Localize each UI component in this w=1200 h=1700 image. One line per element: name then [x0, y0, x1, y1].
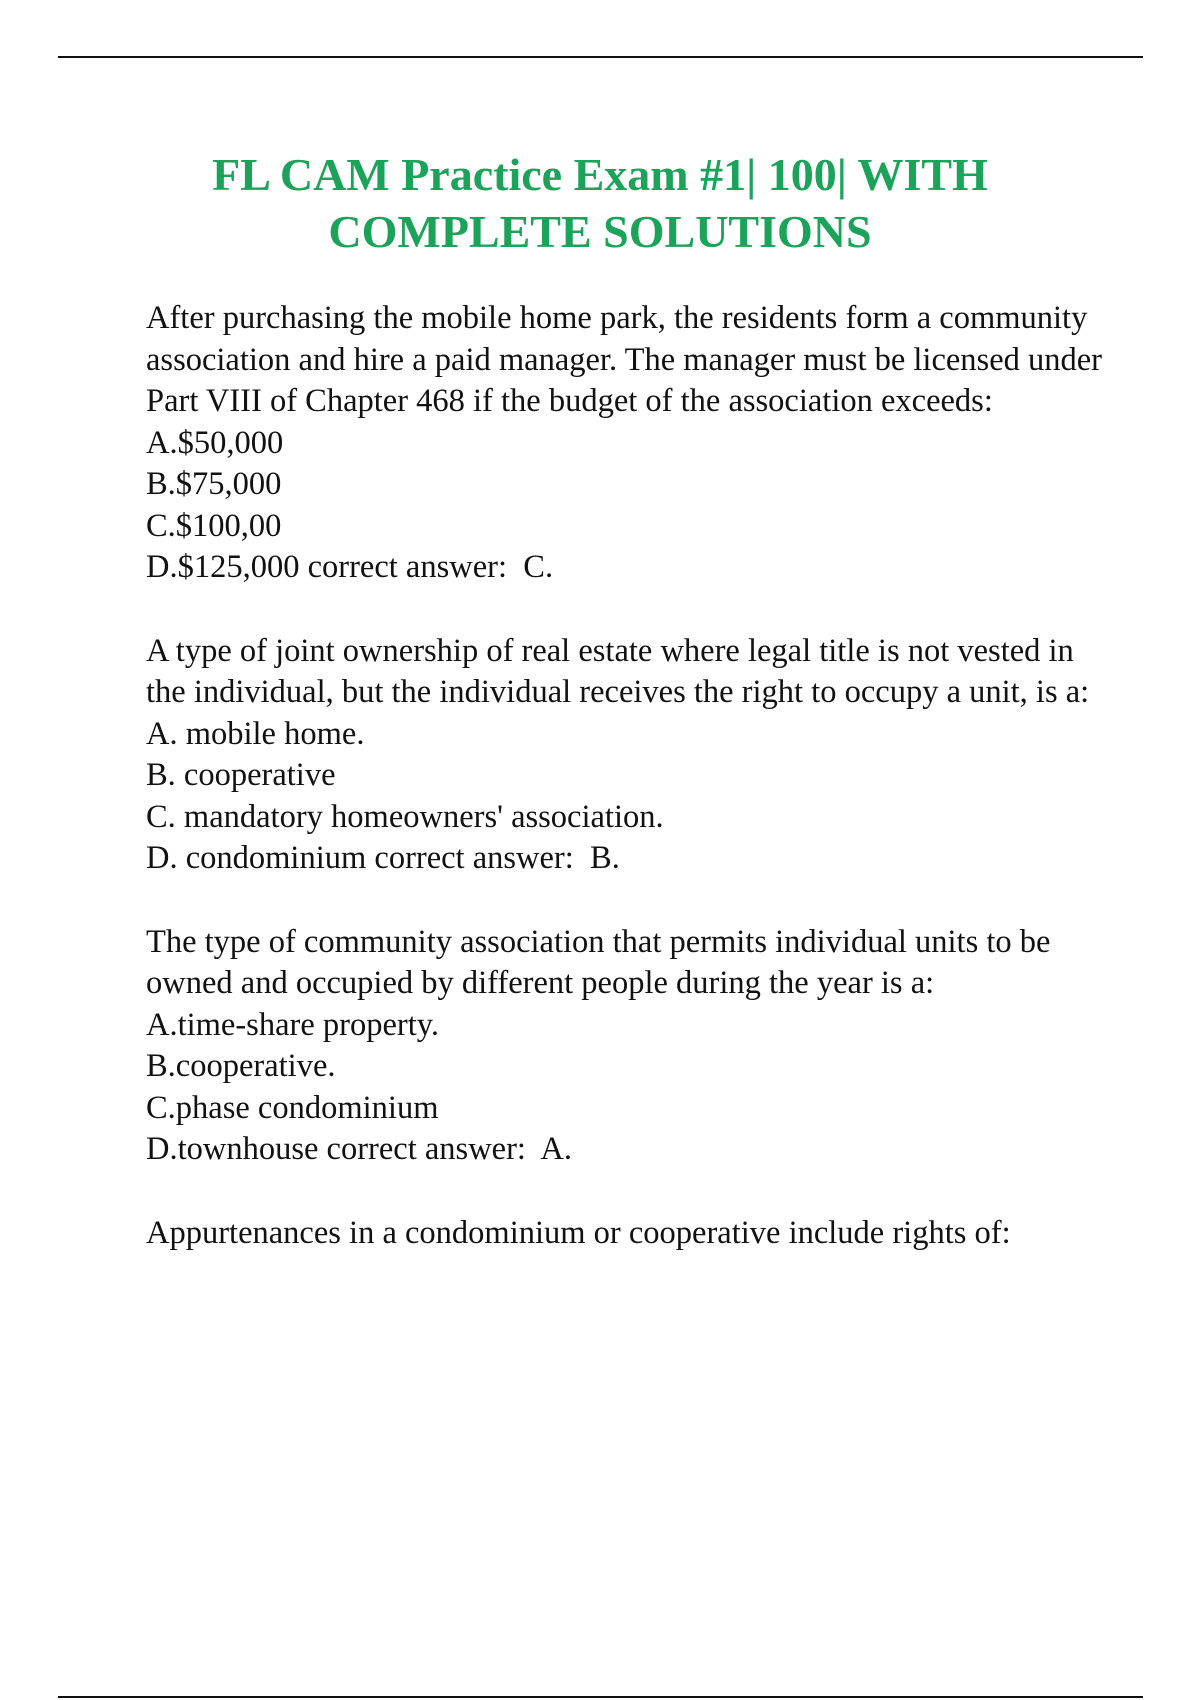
question-text: Appurtenances in a condominium or cooperative include rights of: — [146, 1214, 1011, 1251]
option-d: D. condominium — [146, 840, 367, 876]
question-list — [146, 298, 1106, 1296]
question-text: The type of community association that permits individual units to be owned and occupied by different people during the year is a: — [146, 923, 1051, 1001]
option-d-with-answer — [146, 547, 1106, 589]
bottom-rule — [58, 1696, 1143, 1698]
question-4 — [146, 1213, 1106, 1255]
correct-answer: B. — [590, 840, 620, 876]
option-a: A.$50,000 — [146, 424, 284, 461]
question-1 — [146, 298, 1106, 589]
document-title — [0, 146, 1200, 260]
option-c: C. mandatory homeowners' association. — [146, 798, 664, 835]
top-rule — [58, 56, 1143, 58]
option-a: A. mobile home. — [146, 715, 365, 752]
question-2 — [146, 631, 1106, 880]
question-3 — [146, 922, 1106, 1171]
answer-label: correct answer: — [374, 840, 574, 876]
option-a: A.time-share property. — [146, 1006, 439, 1043]
correct-answer: C. — [523, 549, 554, 585]
option-d-with-answer — [146, 838, 1106, 880]
answer-label: correct answer: — [326, 1131, 526, 1167]
title-line-1: FL CAM Practice Exam #1| 100| WITH — [212, 149, 988, 200]
option-b: B.cooperative. — [146, 1048, 336, 1084]
option-d-with-answer — [146, 1129, 1106, 1171]
option-b: B. cooperative — [146, 757, 336, 793]
option-c: C.phase condominium — [146, 1089, 439, 1126]
option-b: B.$75,000 — [146, 466, 282, 502]
option-d: D.$125,000 — [146, 549, 300, 585]
title-line-2: COMPLETE SOLUTIONS — [328, 206, 872, 257]
question-text: A type of joint ownership of real estate where legal title is not vested in the individual, but the individual receives the right to occupy a unit, is a: — [146, 632, 1090, 710]
correct-answer: A. — [540, 1131, 573, 1167]
answer-label: correct answer: — [307, 549, 508, 585]
option-c: C.$100,00 — [146, 507, 282, 544]
question-text: After purchasing the mobile home park, the residents form a community association and hire a paid manager. The manager must be licensed under Part VIII of Chapter 468 if the budget of the association exceeds: — [146, 300, 1103, 419]
option-d: D.townhouse — [146, 1131, 319, 1167]
